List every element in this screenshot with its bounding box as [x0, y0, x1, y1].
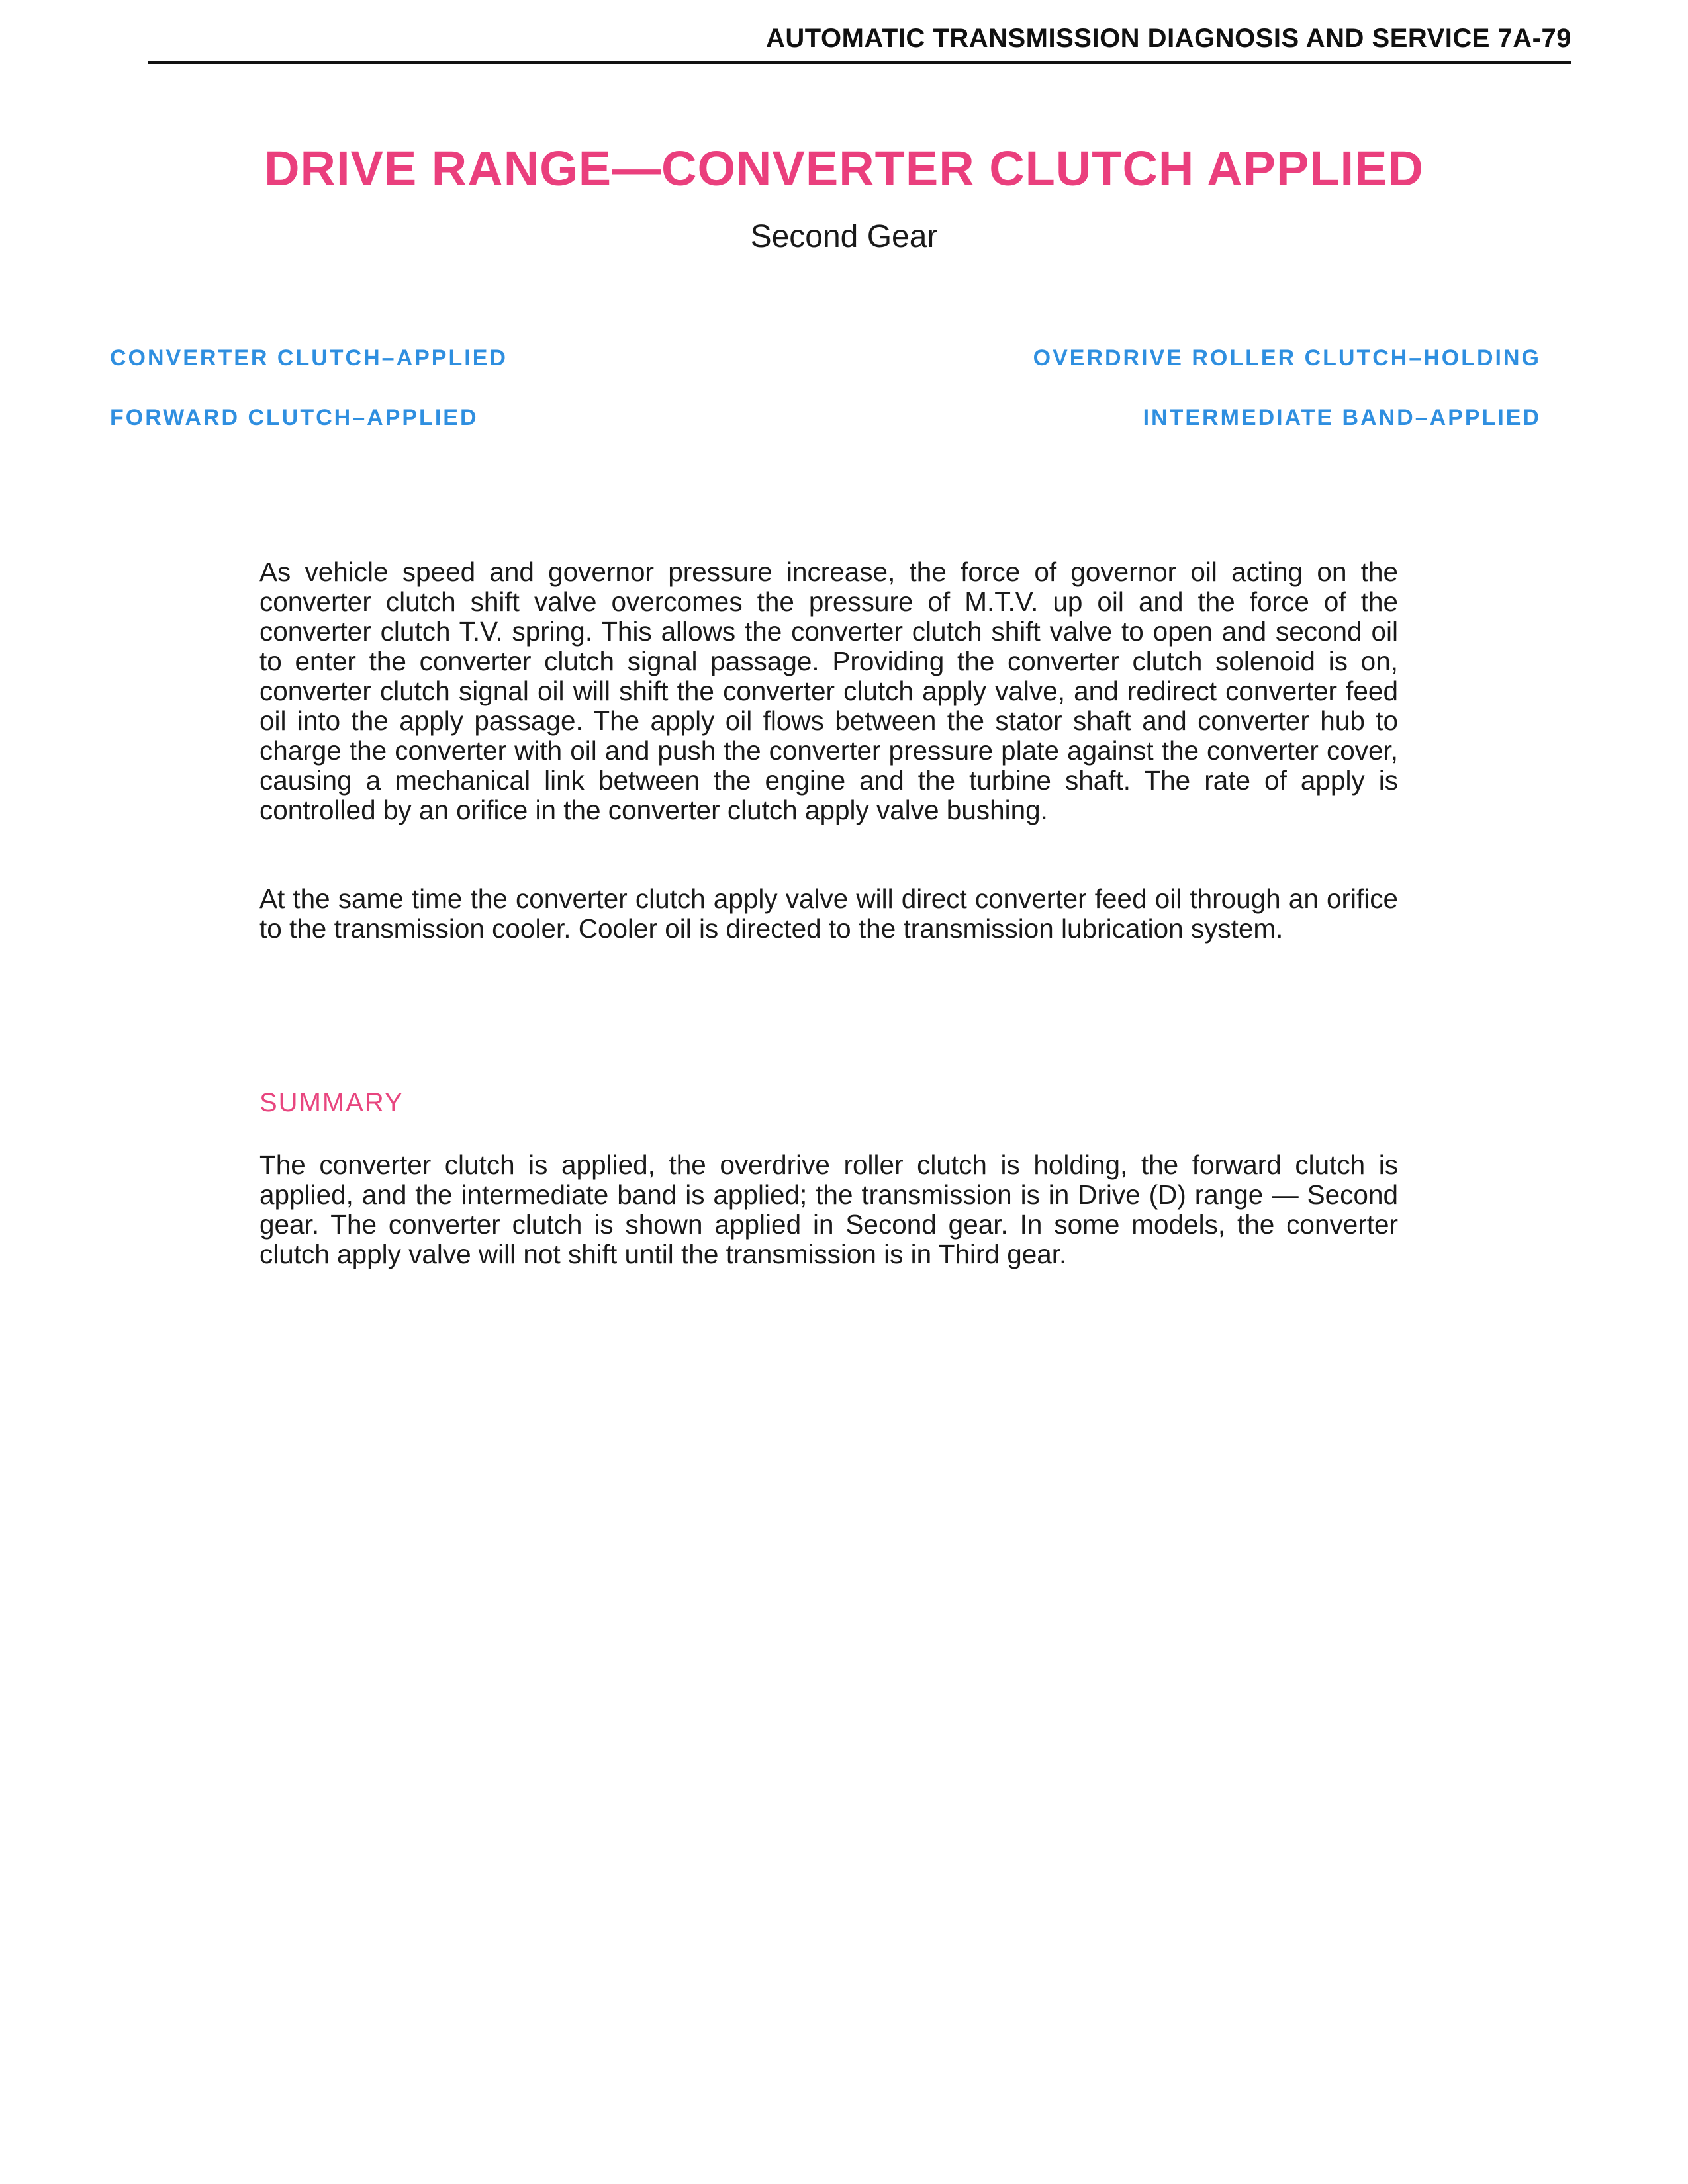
- body-paragraph-2: At the same time the converter clutch apply valve will direct converter feed oil through an orifice to the transmission cooler. Cooler oil is directed to the transmission lubrication system.: [259, 884, 1398, 944]
- status-intermediate-band: INTERMEDIATE BAND–APPLIED: [1143, 405, 1541, 430]
- running-header-title: AUTOMATIC TRANSMISSION DIAGNOSIS AND SERVICE 7A-79: [766, 24, 1571, 53]
- summary-heading: SUMMARY: [259, 1088, 404, 1117]
- summary-paragraph: The converter clutch is applied, the overdrive roller clutch is holding, the forward clutch is applied, and the intermediate band is applied; the transmission is in Drive (D) range — Second gear. The converter clutch is shown applied in Second gear. In some models, the converter clutch apply valve will not shift until the transmission is in Third gear.: [259, 1150, 1398, 1269]
- body-paragraph-1: As vehicle speed and governor pressure increase, the force of governor oil acting on the converter clutch shift valve overcomes the pressure of M.T.V. up oil and the force of the converter clutch T.V. spring. This allows the converter clutch shift valve to open and second oil to enter the converter clutch signal passage. Providing the converter clutch solenoid is on, converter clutch signal oil will shift the converter clutch apply valve, and redirect converter feed oil into the apply passage. The apply oil flows between the stator shaft and converter hub to charge the converter with oil and push the converter pressure plate against the converter cover, causing a mechanical link between the engine and the turbine shaft. The rate of apply is controlled by an orifice in the converter clutch apply valve bushing.: [259, 557, 1398, 825]
- page-subtitle: Second Gear: [750, 219, 938, 254]
- running-header: [148, 23, 1571, 64]
- status-converter-clutch: CONVERTER CLUTCH–APPLIED: [110, 345, 508, 371]
- status-forward-clutch: FORWARD CLUTCH–APPLIED: [110, 405, 479, 430]
- page-title: DRIVE RANGE—CONVERTER CLUTCH APPLIED: [264, 141, 1424, 196]
- status-overdrive-roller-clutch: OVERDRIVE ROLLER CLUTCH–HOLDING: [1033, 345, 1541, 371]
